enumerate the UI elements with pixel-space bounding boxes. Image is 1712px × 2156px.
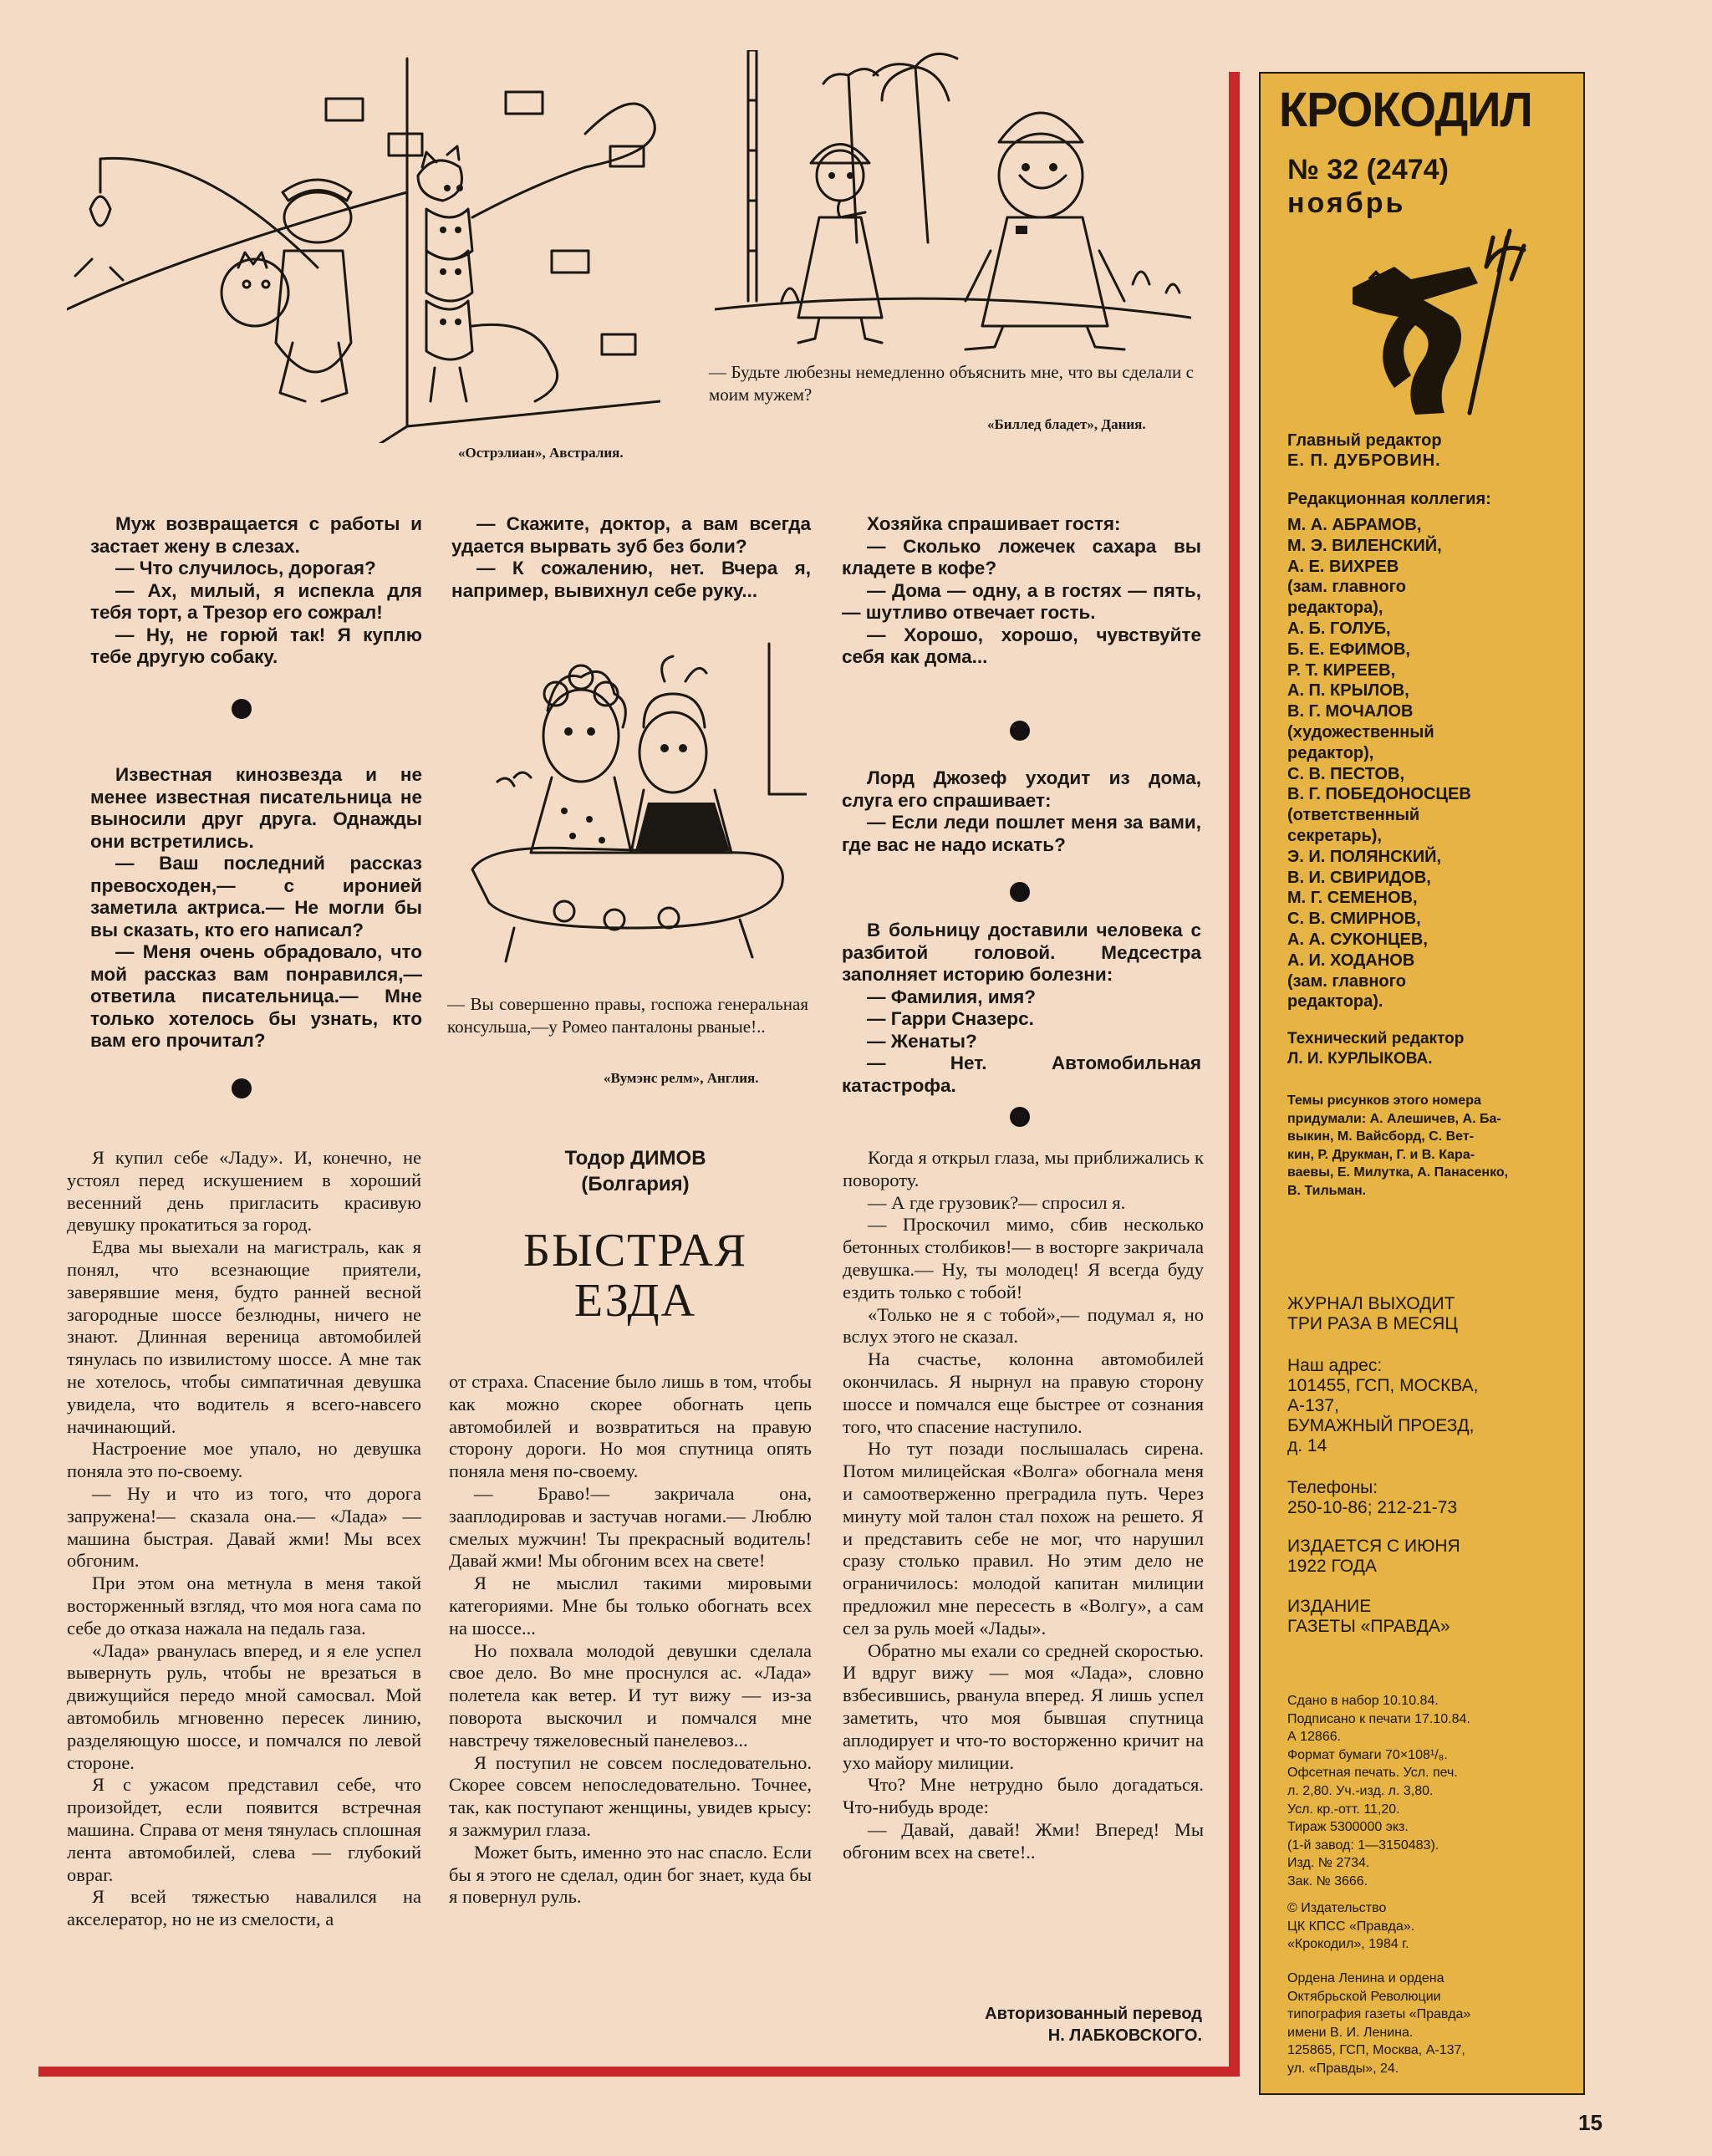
story-title [451,1226,819,1326]
story-paragraph: Настроение мое упало, но девушка поняла это по-своему. [67,1438,421,1482]
joke-line: — Ну, не горюй так! Я куплю тебе другую собаку. [90,624,422,667]
board-member: М. А. АБРАМОВ, [1287,516,1422,534]
separator-dot [1010,721,1030,741]
address-line: Наш адрес: [1287,1356,1383,1375]
board-member: А. Б. ГОЛУБ, [1287,619,1391,638]
cartoon-fisherman-drawing [67,50,660,443]
story-column-3 [843,1147,1204,1864]
print-line: А 12866. [1287,1730,1342,1745]
story-paragraph: Я с ужасом представил себе, что произойдет, если появится встречная машина. Справа от меня тянулась сплошная лента автомобилей, слева — глубокий овраг. [67,1774,421,1885]
editorial-board-label: Редакционная коллегия: [1287,490,1491,508]
board-member: редактора), [1287,599,1383,618]
printer-line: имени В. И. Ленина. [1287,2025,1414,2040]
crocodile-logo-icon [1344,221,1528,421]
joke-movie-star [90,764,422,1053]
joke-line: — Что случилось, дорогая? [115,558,376,579]
story-column-2 [449,1371,812,1909]
joke-line: — Если леди пошлет меня за вами, где вас не надо искать? [842,812,1201,855]
cartoon-jungle-drawing [715,50,1191,351]
joke-hospital [842,920,1201,1097]
published-since [1287,1537,1460,1577]
print-line: (1-й завод: 1—3150483). [1287,1837,1439,1853]
printer-line: Октябрьской Революции [1287,1989,1441,2004]
joke-line: — Фамилия, имя? [867,986,1037,1007]
joke-dentist [451,513,811,602]
joke-line: — Меня очень обрадовало, что мой рассказ вам понравился,—ответила писательница.— Мне только хотелось бы узнать, кто вам его прочитал? [90,941,422,1051]
joke-husband-cake [90,513,422,669]
print-line: Офсетная печать. Усл. печ. [1287,1766,1458,1781]
page-number: 15 [1578,2110,1602,2135]
separator-dot [1010,882,1030,902]
story-paragraph: — А где грузовик?— спросил я. [868,1191,1126,1213]
story-column-1 [67,1147,421,1931]
copyright-notice [1287,1899,1414,1954]
cartoon-fisherman-cats [67,50,660,443]
themes-line: ваевы, Е. Милутка, А. Панасенко, [1287,1165,1509,1180]
story-paragraph: При этом она метнула в меня такой восторженный взгляд, что моя нога сама по себе до отказа нажала на педаль газа. [67,1572,421,1639]
joke-line: В больницу доставили человека с разбитой головой. Медсестра заполняет историю болезни: [842,920,1201,985]
cartoon2-source: «Биллед бладет», Дания. [987,416,1146,432]
cartoon-bathtub-drawing [464,635,807,970]
story-paragraph: от страха. Спасение было лишь в том, чтобы как можно скорее обогнать цепь автомобилей и возвратиться на правую сторону дороги. Но моя спутница опять поняла меня по-своему. [449,1371,812,1482]
copyright-line: «Крокодил», 1984 г. [1287,1937,1409,1952]
print-line: л. 2,80. Уч.-изд. л. 3,80. [1287,1783,1434,1798]
joke-line: — Хорошо, хорошо, чувствуйте себя как дома... [842,624,1201,667]
joke-line: — К сожалению, нет. Вчера я, например, вывихнул себе руку... [451,558,811,601]
magazine-title: КРОКОДИЛ [1279,81,1532,137]
joke-lord-joseph [842,767,1201,856]
print-line: Тираж 5300000 экз. [1287,1820,1409,1835]
story-title-line2: ЕЗДА [573,1275,697,1327]
editorial-address [1287,1356,1478,1456]
author-name: Тодор ДИМОВ [564,1147,706,1170]
cartoon-bathtub-ladies [464,635,807,970]
since-line: 1922 ГОДА [1287,1557,1377,1576]
tech-editor-name: Л. И. КУРЛЫКОВА. [1287,1050,1433,1068]
print-line: Сдано в набор 10.10.84. [1287,1694,1439,1708]
copyright-line: © Издательство [1287,1901,1387,1915]
joke-line: Лорд Джозеф уходит из дома, слуга его спрашивает: [842,767,1201,811]
translation-credit [886,2003,1202,2046]
story-paragraph: Что? Мне нетрудно было догадаться. Что-нибудь вроде: [843,1774,1204,1818]
cartoon1-source: «Острэлиан», Австралия. [458,445,624,461]
print-line: Изд. № 2734. [1287,1856,1370,1871]
copyright-line: ЦК КПСС «Правда». [1287,1919,1415,1934]
story-paragraph: — Ну и что из того, что дорога запружена!— сказала она.— «Лада» — машина быстрая. Давай жми! Мы всех обгоним. [67,1482,421,1572]
story-paragraph: Но тут позади послышалась сирена. Потом милицейская «Волга» обогнала меня и самоотверженно преградила путь. Через минуту мой талон стал похож на решето. Я и представить себе не мог, что нарушил сразу столько правил. Но этим дело не ограничилось: молодой капитан милиции предложил мне пересесть в «Волгу», а сам сел за руль моей «Лады». [843,1438,1204,1639]
joke-line: — Гарри Сназерс. [867,1008,1034,1029]
themes-line: Темы рисунков этого номера [1287,1093,1481,1108]
story-author [468,1145,802,1197]
separator-dot [232,1078,252,1098]
address-line: А-137, [1287,1396,1339,1415]
publication-frequency [1287,1294,1458,1334]
frequency-line: ТРИ РАЗА В МЕСЯЦ [1287,1314,1458,1333]
cartoon-jungle-ape [715,50,1191,351]
author-country: (Болгария) [581,1173,690,1195]
joke-line: — Сколько ложечек сахара вы кладете в кофе? [842,535,1201,579]
story-paragraph: Я не мыслил такими мировыми категориями. Мне бы только обогнать всех на шоссе... [449,1572,812,1639]
joke-line: — Дома — одну, а в гостях — пять,— шутливо отвечает гость. [842,579,1201,623]
themes-line: придумали: А. Алешичев, А. Ба- [1287,1111,1501,1126]
story-title-line1: БЫСТРАЯ [522,1225,748,1277]
edition-line: ИЗДАНИЕ [1287,1597,1372,1616]
story-paragraph: — Браво!— закричала она, зааплодировав и застучав ногами.— Люблю смелых мужчин! Ты прекрасный водитель! Давай жми! Мы обгоним всех на свете! [449,1482,812,1572]
frequency-line: ЖУРНАЛ ВЫХОДИТ [1287,1294,1455,1313]
board-member: редактор), [1287,743,1374,762]
board-member: Р. Т. КИРЕЕВ, [1287,660,1396,680]
printer-line: Ордена Ленина и ордена [1287,1971,1444,1985]
joke-line: — Скажите, доктор, а вам всегда удается вырвать зуб без боли? [451,513,811,557]
printer-line: типография газеты «Правда» [1287,2007,1471,2022]
joke-line: Муж возвращается с работы и застает жену в слезах. [90,513,422,557]
joke-line: — Ваш последний рассказ превосходен,— с иронией заметила актриса.— Не могли бы вы сказать, кто его написал? [90,853,422,940]
board-member: (ответственный [1287,806,1420,825]
story-paragraph: Когда я открыл глаза, мы приближались к повороту. [843,1147,1204,1190]
story-paragraph: На счастье, колонна автомобилей окончилась. Я нырнул на правую сторону шоссе и помчался еще быстрее от сознания того, что спасение наступило. [843,1348,1204,1437]
print-details [1287,1692,1470,1891]
red-frame-bottom [38,2067,1240,2077]
board-member: С. В. СМИРНОВ, [1287,910,1421,929]
phones-line: 250-10-86; 212-21-73 [1287,1498,1458,1517]
themes-line: выкин, М. Вайсборд, С. Вет- [1287,1129,1475,1144]
issue-number: № 32 (2474) [1287,154,1449,186]
chief-editor-label: Главный редактор [1287,431,1442,450]
issue-month: ноябрь [1287,187,1406,219]
board-member: А. А. СУКОНЦЕВ, [1287,930,1428,949]
story-paragraph: — Давай, давай! Жми! Вперед! Мы обгоним всех на свете!.. [843,1818,1204,1863]
since-line: ИЗДАЕТСЯ С ИЮНЯ [1287,1537,1460,1556]
board-member: (художественный [1287,722,1434,742]
cartoon2-caption: — Будьте любезны немедленно объяснить мне, что вы сделали с моим мужем? [709,362,1194,405]
board-member: секретарь), [1287,826,1382,845]
board-member: (зам. главного [1287,578,1406,597]
masthead-panel [1259,72,1585,2095]
publisher-edition [1287,1597,1450,1637]
board-member: М. Г. СЕМЕНОВ, [1287,889,1418,908]
story-paragraph: «Лада» рванулась вперед, и я еле успел вывернуть руль, чтобы не врезаться в движущийся передо мной самосвал. Мой автомобиль мгновенно пересек линию, разделяющую шоссе, и помчался по левой стороне. [67,1639,421,1773]
board-member: М. Э. ВИЛЕНСКИЙ, [1287,536,1442,555]
address-line: 101455, ГСП, МОСКВА, [1287,1376,1479,1395]
printer-info [1287,1970,1470,2078]
separator-dot [1010,1107,1030,1127]
joke-line: Хозяйка спрашивает гостя: [867,513,1121,534]
board-member: Б. Е. ЕФИМОВ, [1287,640,1410,659]
board-member: А. Е. ВИХРЕВ [1287,557,1399,576]
story-paragraph: Может быть, именно это нас спасло. Если бы я этого не сделал, один бог знает, куда бы я повернул руль. [449,1841,812,1908]
red-frame-vertical [1229,72,1240,2075]
chief-editor-name: Е. П. ДУБРОВИН. [1287,451,1441,470]
joke-hostess-coffee [842,513,1201,669]
joke-line: — Женаты? [867,1030,977,1052]
print-line: Усл. кр.-отт. 11,20. [1287,1802,1400,1817]
story-paragraph: Обратно мы ехали со средней скоростью. И вдруг вижу — моя «Лада», словно взбесившись, рванула вперед. Я лишь успел заметить, что моя бывшая спутница аплодирует и что-то восторженно кричит на ухо майору милиции. [843,1639,1204,1773]
phones-line: Телефоны: [1287,1478,1378,1497]
edition-line: ГАЗЕТЫ «ПРАВДА» [1287,1617,1450,1636]
themes-credits [1287,1092,1576,1200]
joke-line: Известная кинозвезда и не менее известная писательница не выносили друг друга. Однажды они встретились. [90,764,422,852]
print-line: Формат бумаги 70×108¹/₈. [1287,1747,1448,1762]
story-paragraph: «Только не я с тобой»,— подумал я, но вслух этого не сказал. [843,1303,1204,1348]
joke-line: — Ах, милый, я испекла для тебя торт, а Трезор его сожрал! [90,579,422,623]
credit-line: Авторизованный перевод [985,2005,1202,2023]
address-line: БУМАЖНЫЙ ПРОЕЗД, [1287,1416,1475,1435]
board-member: С. В. ПЕСТОВ, [1287,764,1405,783]
joke-line: — Нет. Автомобильная катастрофа. [842,1053,1201,1096]
story-paragraph: Но похвала молодой девушки сделала свое дело. Во мне проснулся ас. «Лада» полетела как ветер. И тут вижу — из-за поворота выскочил и помчался мне навстречу тяжеловесный панелевоз... [449,1639,812,1751]
board-member: А. П. КРЫЛОВ, [1287,681,1409,701]
print-line: Подписано к печати 17.10.84. [1287,1711,1470,1726]
story-paragraph: Я купил себе «Ладу». И, конечно, не устоял перед искушением в хороший весенний день пригласить красивую девушку прокатиться за город. [67,1147,421,1236]
board-member: А. И. ХОДАНОВ [1287,951,1415,970]
phone-numbers [1287,1478,1457,1518]
board-member: (зам. главного [1287,971,1406,991]
tech-editor-label: Технический редактор [1287,1030,1465,1047]
board-member: редактора). [1287,992,1383,1012]
separator-dot [232,699,252,719]
story-paragraph: — Проскочил мимо, сбив несколько бетонных столбиков!— в восторге закричала девушка.— Ну, ты молодец! Я всегда буду ездить только с тобой! [843,1214,1204,1302]
story-paragraph: Я поступил не совсем последовательно. Скорее совсем непоследовательно. Точнее, так, как поступают женщины, увидев крысу: я зажмурил глаза. [449,1751,812,1840]
board-member: Э. И. ПОЛЯНСКИЙ, [1287,847,1442,866]
themes-line: В. Тильман. [1287,1183,1367,1198]
credit-line: Н. ЛАБКОВСКОГО. [1047,2026,1202,2045]
themes-line: кин, Р. Друкман, Г. и В. Кара- [1287,1147,1475,1162]
editorial-board-list [1287,515,1580,1012]
story-paragraph: Едва мы выехали на магистраль, как я понял, что всезнающие приятели, заверявшие меня, будто ранней весной загородные шоссе безлюдны, ничего не знают. Длинная вереница автомобилей тянулась по извилистому шоссе. А мне так не хотелось, чтобы симпатичная девушка увидела, что водитель я всего-навсего начинающий. [67,1236,421,1437]
cartoon3-caption: — Вы совершенно правы, госпожа генеральная консульша,—у Ромео панталоны рваные!.. [447,994,808,1037]
story-paragraph: Я всей тяжестью навалился на акселератор, но не из смелости, а [67,1886,421,1930]
printer-line: ул. «Правды», 24. [1287,2061,1399,2076]
cartoon3-source: «Вумэнс релм», Англия. [604,1070,759,1086]
board-member: В. Г. МОЧАЛОВ [1287,702,1414,721]
print-line: Зак. № 3666. [1287,1873,1368,1888]
board-member: В. И. СВИРИДОВ, [1287,868,1431,887]
address-line: д. 14 [1287,1436,1327,1455]
printer-line: 125865, ГСП, Москва, А-137, [1287,2043,1465,2058]
board-member: В. Г. ПОБЕДОНОСЦЕВ [1287,785,1471,804]
